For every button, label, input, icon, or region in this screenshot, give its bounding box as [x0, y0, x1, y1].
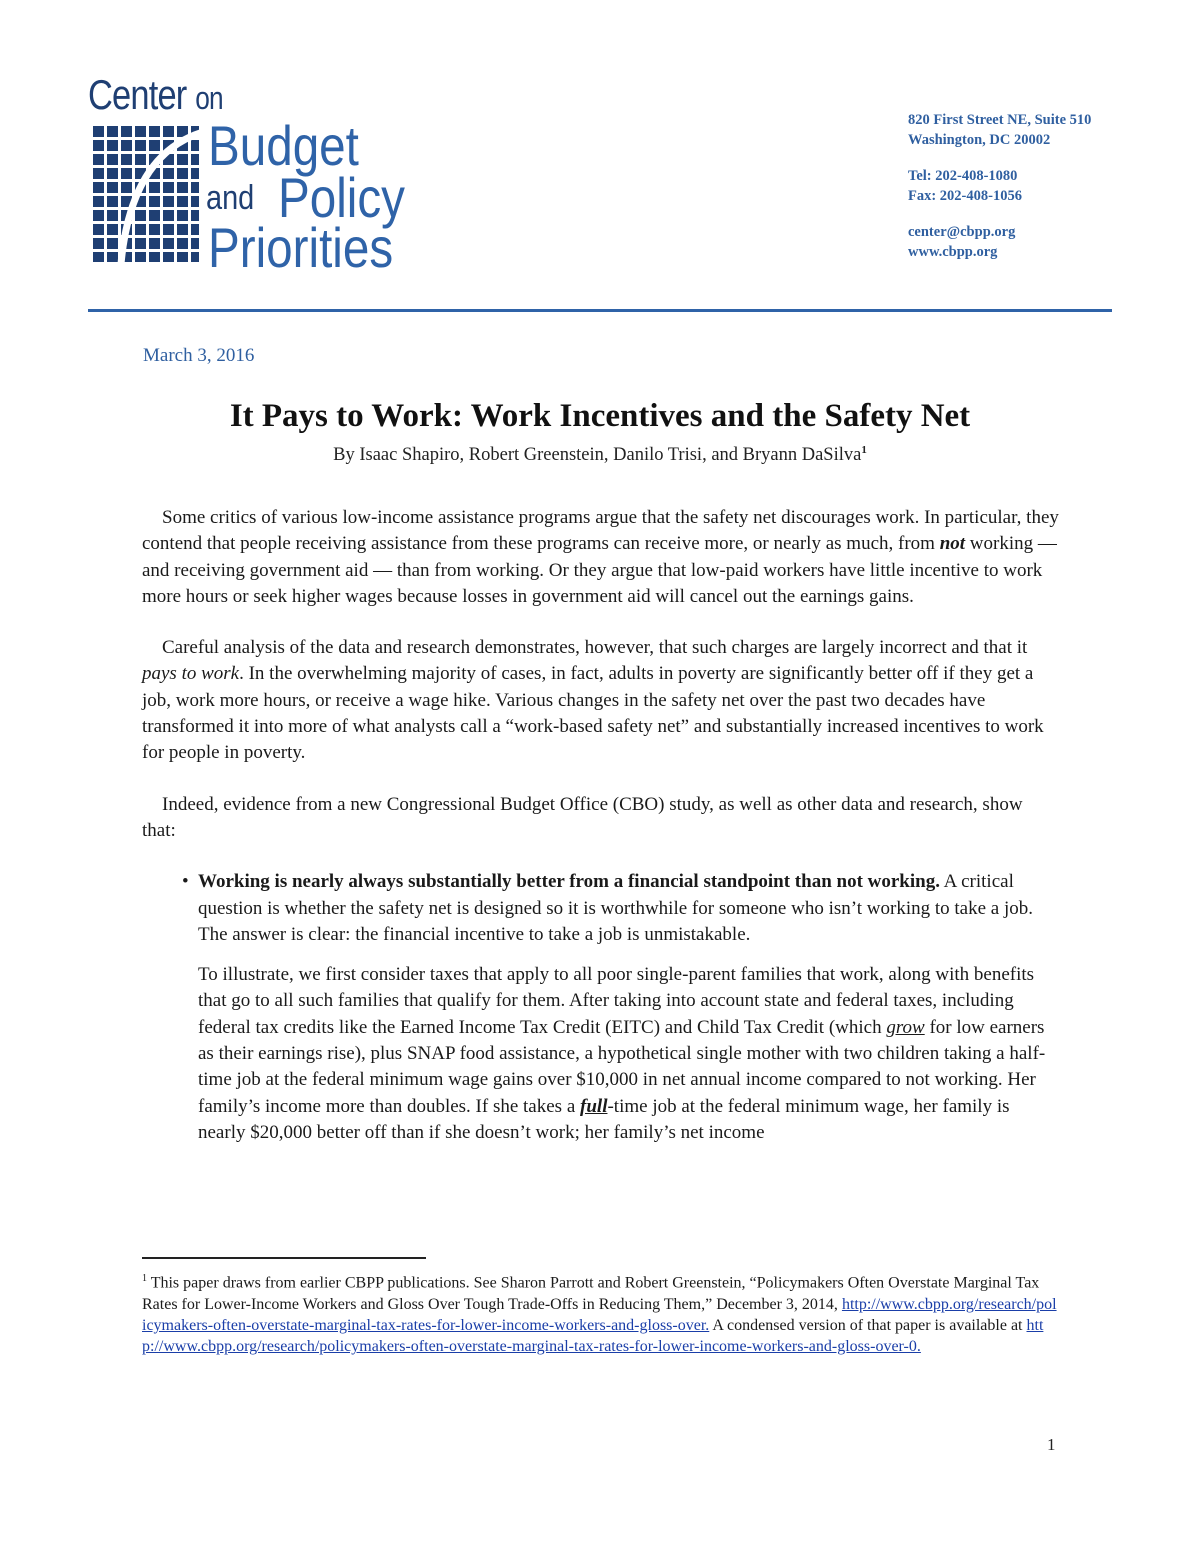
- header-divider: [88, 309, 1112, 312]
- logo-policy: Policy: [278, 166, 405, 229]
- address-web: www.cbpp.org: [908, 244, 998, 260]
- byline: [0, 444, 1200, 466]
- address-street: 820 First Street NE, Suite 510: [908, 112, 1092, 128]
- paragraph-4: To illustrate, we first consider taxes that apply to all poor single-parent families that work, along with benefits that go to all such families that qualify for them. After taking into account state and federal taxes, including federal tax credits like the Earned Income Tax Credit (EITC) and Child Tax Credit (which grow for low earners as their earnings rise), plus SNAP food assistance, a hypothetical single mother with two children taking a half-time job at the federal minimum wage gains over $10,000 in net annual income compared to not working. Her family’s income more than doubles. If she takes a full-time job at the federal minimum wage, her family is nearly $20,000 better off than if she doesn’t work; her family’s net income: [198, 964, 1046, 1143]
- logo-priorities: Priorities: [208, 216, 394, 279]
- cbpp-logo: [88, 71, 418, 279]
- byline-footnote-mark: 1: [861, 444, 867, 456]
- paragraph-1: Some critics of various low-income assistance programs argue that the safety net discourages work. In particular, they contend that people receiving assistance from these programs can receive more, or nearly as much, from not working — and receiving government aid — than from working. Or they argue that low-paid workers have little incentive to work more hours or seek higher wages because losses in government aid will cancel out the earnings gains.: [142, 507, 1059, 607]
- footnote-1: $^1$ This paper draws from earlier CBPP publications. See Sharon Parrott and Robert Greenstein, “Policymakers Often Overstate Marginal Tax Rates for Lower-Income Workers and Gloss Over Tough Trade-Offs in Reducing Them,” December 3, 2014, http://www.cbpp.org/research/policymakers-often-overstate-marginal-tax-rates-for-lower-income-workers-and-gloss-over. A condensed version of that paper is available at http://www.cbpp.org/research/policymakers-often-overstate-marginal-tax-rates-for-lower-income-workers-and-gloss-over-0.: [142, 1273, 1057, 1356]
- page-number: 1: [1047, 1435, 1056, 1454]
- address-fax: Fax: 202-408-1056: [908, 188, 1022, 204]
- address-city: Washington, DC 20002: [908, 132, 1051, 148]
- logo-and: and: [206, 179, 255, 217]
- footnote-link-2[interactable]: http://www.cbpp.org/research/policymakers-often-overstate-marginal-tax-rates-for-lower-income-workers-and-gloss-over-0.: [142, 1316, 1044, 1356]
- byline-authors: By Isaac Shapiro, Robert Greenstein, Danilo Trisi, and Bryann DaSilva: [333, 445, 862, 466]
- logo-center-on: Center on: [88, 71, 223, 118]
- logo-budget: Budget: [208, 114, 359, 177]
- bullet-item-1: • Working is nearly always substantially better from a financial standpoint than not working. A critical question is whether the safety net is designed so it is worthwhile for someone who isn’t working to take a job. The answer is clear: the financial incentive to take a job is unmistakable.: [198, 869, 1060, 948]
- footnote-mark: 1: [142, 1273, 147, 1284]
- footnote-link-1[interactable]: http://www.cbpp.org/research/policymakers-often-overstate-marginal-tax-rates-for-lower-income-workers-and-gloss-over.: [142, 1295, 1057, 1334]
- footnote-divider: [142, 1257, 426, 1259]
- address-email: center@cbpp.org: [908, 224, 1016, 240]
- paragraph-2: Careful analysis of the data and research demonstrates, however, that such charges are largely incorrect and that it pays to work. In the overwhelming majority of cases, in fact, adults in poverty are significantly better off if they get a job, work more hours, or receive a wage hike. Various changes in the safety net over the past two decades have transformed it into more of what analysts call a “work-based safety net” and substantially increased incentives to work for people in poverty.: [142, 637, 1044, 764]
- document-title: It Pays to Work: Work Incentives and the Safety Net: [229, 398, 971, 434]
- contact-address-block: [908, 110, 1091, 262]
- logo-grid-icon: [91, 124, 201, 264]
- document-date: March 3, 2016: [143, 345, 255, 366]
- address-tel: Tel: 202-408-1080: [908, 168, 1018, 184]
- body-text: [142, 505, 1060, 1171]
- paragraph-3: Indeed, evidence from a new Congressional Budget Office (CBO) study, as well as other data and research, show that:: [142, 793, 1023, 841]
